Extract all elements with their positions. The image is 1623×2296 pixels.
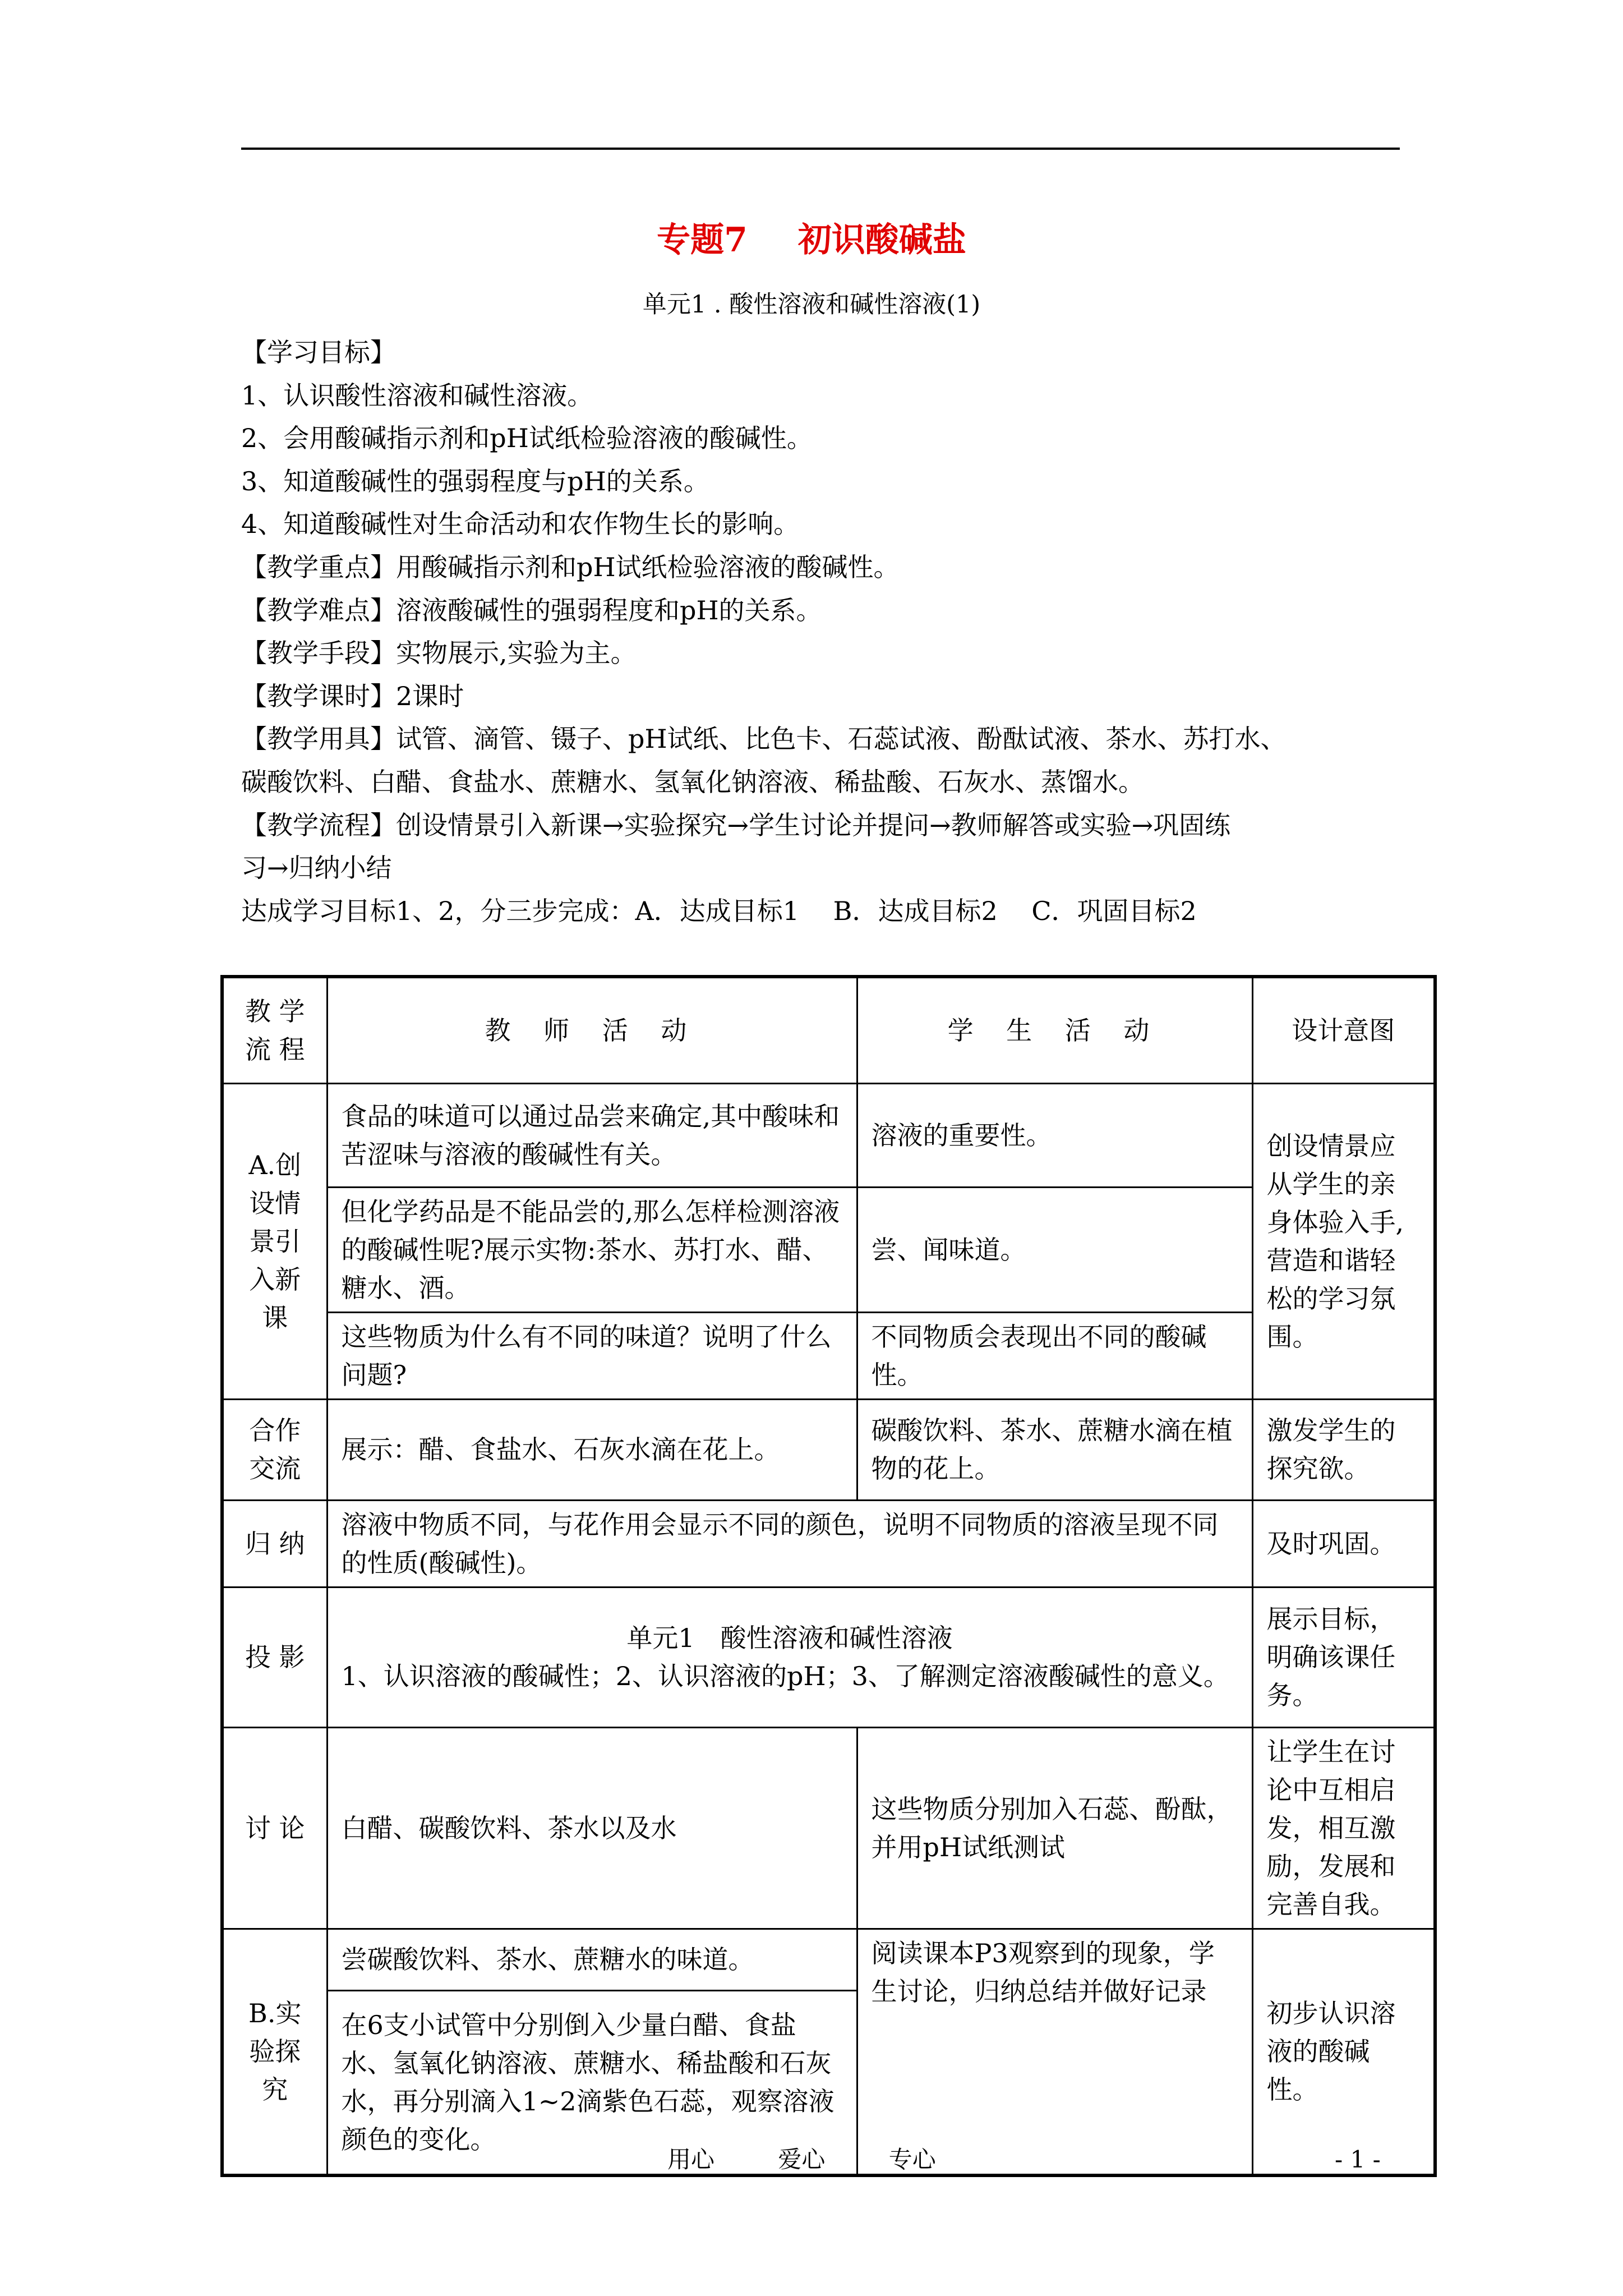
text-line: 【学习目标】 [241, 337, 396, 367]
text-line: 2、会用酸碱指示剂和pH试纸检验溶液的酸碱性。 [241, 423, 813, 454]
intent-cell: 展示目标，明确该课任务。 [1252, 1587, 1435, 1727]
page-number: - 1 - [1335, 2146, 1381, 2173]
stage-cell: 投 影 [222, 1587, 327, 1727]
student-cell: 溶液的重要性。 [857, 1083, 1252, 1187]
table-row [222, 1399, 1435, 1500]
table-row [222, 1587, 1435, 1727]
text-line: 1、认识酸性溶液和碱性溶液。 [241, 380, 593, 411]
text-line: 【教学重点】用酸碱指示剂和pH试纸检验溶液的酸碱性。 [241, 551, 900, 582]
intent-cell: 激发学生的探究欲。 [1252, 1399, 1435, 1500]
table-row [222, 1727, 1435, 1929]
footer-item: 用心 [667, 2146, 715, 2173]
lesson-intro [241, 331, 1408, 932]
student-cell: 这些物质分别加入石蕊、酚酞，并用pH试纸测试 [857, 1727, 1252, 1929]
stage-cell: 讨 论 [222, 1727, 327, 1929]
stage-cell: 归 纳 [222, 1500, 327, 1587]
text-line: 【教学流程】创设情景引入新课→实验探究→学生讨论并提问→教师解答或实验→巩固练 [241, 809, 1231, 840]
projection-heading: 单元1 酸性溶液和碱性溶液 [626, 1623, 953, 1653]
page-title [0, 218, 1623, 263]
unit-subtitle: 单元1 . 酸性溶液和碱性溶液(1) [642, 291, 981, 319]
student-cell: 阅读课本P3观察到的现象，学生讨论，归纳总结并做好记录 [857, 1929, 1252, 2175]
table-row [222, 1083, 1435, 1187]
intent-cell: 创设情景应从学生的亲身体验入手,营造和谐轻松的学习氛围。 [1252, 1083, 1435, 1399]
text-line: 达成学习目标1、2，分三步完成：A．达成目标1 B．达成目标2 C．巩固目标2 [241, 895, 1197, 926]
teacher-cell: 在6支小试管中分别倒入少量白醋、食盐水、氢氧化钠溶液、蔗糖水、稀盐酸和石灰水，再分别滴入1~2滴紫色石蕊，观察溶液颜色的变化。 [327, 1990, 857, 2175]
footer-item: 爱心 [778, 2146, 826, 2173]
stage-cell: A.创设情景引入新课 [222, 1083, 327, 1399]
title-topic: 专题7 [657, 220, 748, 260]
footer-motto [667, 2144, 992, 2175]
intent-cell: 初步认识溶液的酸碱性。 [1252, 1929, 1435, 2175]
title-name: 初识酸碱盐 [797, 220, 966, 260]
text-line: 【教学手段】实物展示,实验为主。 [241, 638, 637, 669]
text-line: 4、知道酸碱性对生命活动和农作物生长的影响。 [241, 509, 800, 540]
intent-cell: 及时巩固。 [1252, 1500, 1435, 1587]
summary-cell: 溶液中物质不同，与花作用会显示不同的颜色，说明不同物质的溶液呈现不同的性质(酸碱性)。 [327, 1500, 1252, 1587]
footer-item: 专心 [888, 2146, 936, 2173]
teacher-cell: 食品的味道可以通过品尝来确定,其中酸味和苦涩味与溶液的酸碱性有关。 [327, 1083, 857, 1187]
table-row [222, 1929, 1435, 1990]
table-row [222, 1500, 1435, 1587]
teacher-cell: 白醋、碳酸饮料、茶水以及水 [327, 1727, 857, 1929]
projection-content: 1、认识溶液的酸碱性；2、认识溶液的pH；3、了解测定溶液酸碱性的意义。 [341, 1661, 1229, 1691]
header-stage: 教 学 流 程 [222, 977, 327, 1083]
header-teacher: 教 师 活 动 [327, 977, 857, 1083]
text-line: 习→归纳小结 [241, 853, 392, 884]
text-line: 【教学用具】试管、滴管、镊子、pH试纸、比色卡、石蕊试液、酚酞试液、茶水、苏打水、 [241, 724, 1287, 754]
stage-cell: B.实验探究 [222, 1929, 327, 2175]
text-line: 3、知道酸碱性的强弱程度与pH的关系。 [241, 466, 709, 496]
teaching-flow-table [220, 975, 1437, 2177]
projection-cell [327, 1587, 1252, 1727]
stage-cell: 合作交流 [222, 1399, 327, 1500]
header-rule [241, 148, 1400, 150]
text-line: 碳酸饮料、白醋、食盐水、蔗糖水、氢氧化钠溶液、稀盐酸、石灰水、蒸馏水。 [241, 766, 1144, 797]
header-student: 学 生 活 动 [857, 977, 1252, 1083]
student-cell: 碳酸饮料、茶水、蔗糖水滴在植物的花上。 [857, 1399, 1252, 1500]
text-line: 【教学难点】溶液酸碱性的强弱程度和pH的关系。 [241, 595, 822, 625]
teacher-cell: 尝碳酸饮料、茶水、蔗糖水的味道。 [327, 1929, 857, 1990]
table-header-row [222, 977, 1435, 1083]
header-intent: 设计意图 [1252, 977, 1435, 1083]
teacher-cell: 展示：醋、食盐水、石灰水滴在花上。 [327, 1399, 857, 1500]
intent-cell: 让学生在讨论中互相启发，相互激励，发展和完善自我。 [1252, 1727, 1435, 1929]
teacher-cell: 这些物质为什么有不同的味道？说明了什么问题? [327, 1312, 857, 1399]
student-cell: 尝、闻味道。 [857, 1187, 1252, 1312]
text-line: 【教学课时】2课时 [241, 680, 464, 711]
student-cell: 不同物质会表现出不同的酸碱性。 [857, 1312, 1252, 1399]
teacher-cell: 但化学药品是不能品尝的,那么怎样检测溶液的酸碱性呢?展示实物:茶水、苏打水、醋、糖水、酒。 [327, 1187, 857, 1312]
